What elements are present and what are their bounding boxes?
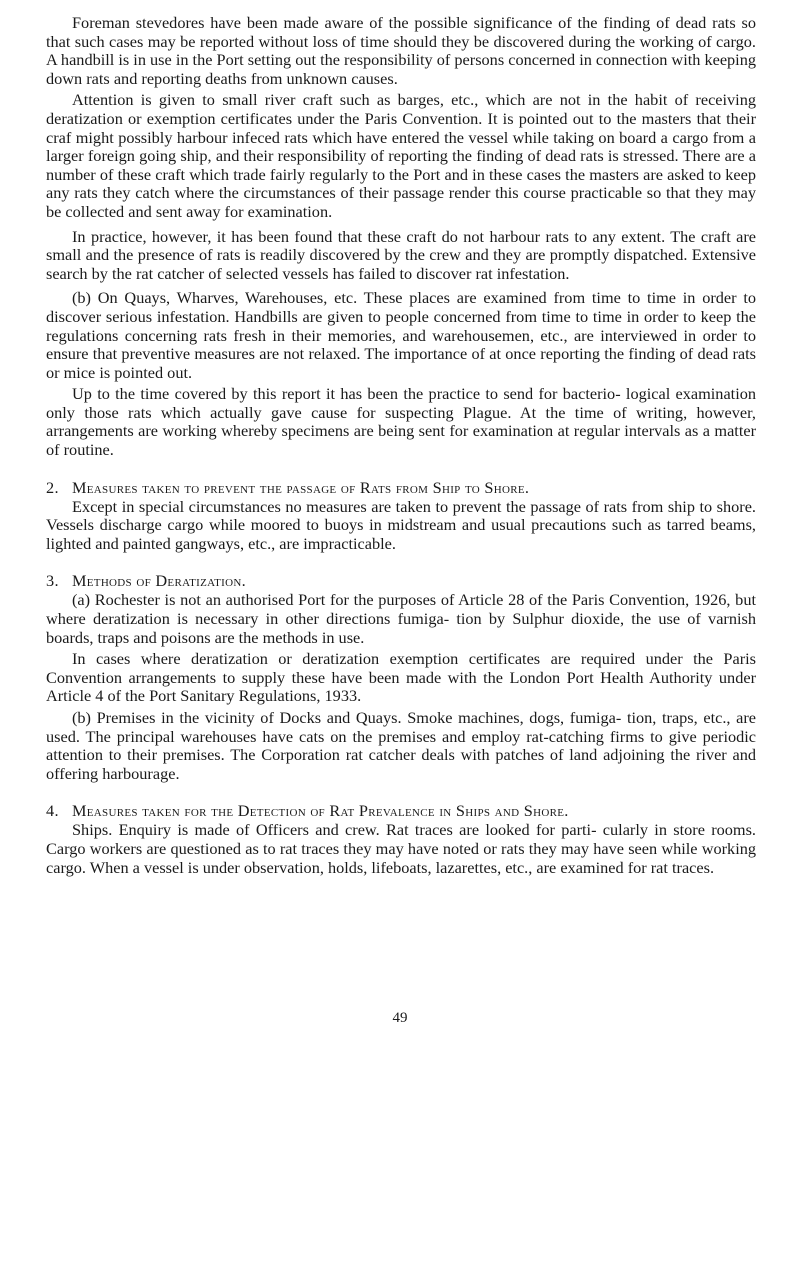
section-number: 3. bbox=[46, 571, 59, 591]
paragraph-ships: Ships. Enquiry is made of Officers and crew. Rat traces are looked for parti- cularly in store rooms. Cargo workers are questioned as to rat traces they may have noted or rats they may have seen while working cargo. When a vessel is under observation, holds, lifeboats, lazarettes, etc., are examined for rat traces. bbox=[46, 820, 756, 877]
paragraph-quays-wharves: (b) On Quays, Wharves, Warehouses, etc. These places are examined from time to time in order to discover serious infestation. Handbills are given to people concerned from time to time in order to keep the regulations concerning rats fresh in their memories, and warehousemen, etc., are interviewed in order to ensure that preventive measures are not relaxed. The importance of at once reporting the finding of dead rats or mice is pointed out. bbox=[46, 288, 756, 382]
section-title: Measures taken to prevent the passage of Rats from Ship to Shore. bbox=[72, 477, 530, 497]
page-number: 49 bbox=[392, 1010, 408, 1026]
section-number: 4. bbox=[46, 801, 59, 821]
paragraph-practice: In practice, however, it has been found that these craft do not harbour rats to any extent. The craft are small and the presence of rats is readily discovered by the crew and they are promptly dispatched. Extensive search by the rat catcher of selected vessels has failed to discover rat infestation. bbox=[46, 226, 756, 283]
section-number: 2. bbox=[46, 477, 59, 497]
section-title: Measures taken for the Detection of Rat Prevalence in Ships and Shore. bbox=[72, 801, 569, 821]
section-title: Methods of Deratization. bbox=[72, 571, 246, 591]
paragraph-stevedores: Foreman stevedores have been made aware of the possible significance of the finding of dead rats so that such cases may be reported without loss of time should they be discovered during the working of cargo. A handbill is in use in the Port setting out the responsibility of persons concerned in connection with keeping down rats and reporting deaths from unknown causes. bbox=[46, 13, 756, 88]
section-heading-4 bbox=[46, 801, 756, 820]
paragraph-bacteriological: Up to the time covered by this report it has been the practice to send for bacterio- logical examination only those rats which actually gave cause for suspecting Plague. At the time of writing, however, arrangements are working whereby specimens are being sent for examination at regular intervals as a matter of routine. bbox=[46, 384, 756, 460]
section-heading-2 bbox=[46, 478, 756, 497]
paragraph-river-craft: Attention is given to small river craft such as barges, etc., which are not in the habit of receiving deratization or exemption certificates under the Paris Convention. It is pointed out to the masters that their craf might possibly harbour infeced rats which have entered the vessel while taking on board a cargo from a larger foreign going ship, and their responsibility of reporting the finding of dead rats is stressed. There are a number of these craft which trade fairly regularly to the Port and in these cases the masters are asked to keep any rats they catch where the circumstances of their passage render this course practicable so that they may be collected and sent away for examination. bbox=[46, 90, 756, 221]
paragraph-certificates: In cases where deratization or deratization exemption certificates are required under the Paris Convention arrangements to supply these have been made with the London Port Health Authority under Article 4 of the Port Sanitary Regulations, 1933. bbox=[46, 649, 756, 706]
section-heading-3 bbox=[46, 571, 756, 590]
paragraph-passage-of-rats: Except in special circumstances no measures are taken to prevent the passage of rats from ship to shore. Vessels discharge cargo while moored to buoys in midstream and usual precautions such as tarred beams, lighted and painted gangways, etc., are impracticable. bbox=[46, 496, 756, 553]
paragraph-rochester: (a) Rochester is not an authorised Port for the purposes of Article 28 of the Paris Convention, 1926, but where deratization is necessary in other directions fumiga- tion by Sulphur dioxide, the use of varnish boards, traps and poisons are the methods in use. bbox=[46, 590, 756, 647]
paragraph-premises: (b) Premises in the vicinity of Docks and Quays. Smoke machines, dogs, fumiga- tion, traps, etc., are used. The principal warehouses have cats on the premises and employ rat-catching firms to give periodic attention to their premises. The Corporation rat catcher deals with patches of land adjoining the river and offering harbourage. bbox=[46, 708, 756, 783]
